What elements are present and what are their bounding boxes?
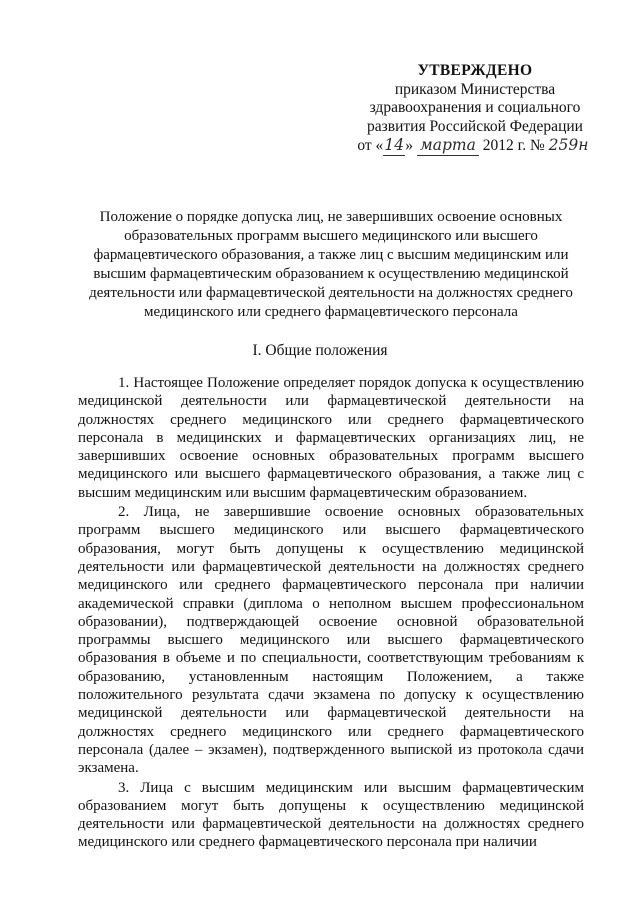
approval-line-3: развития Российской Федерации [367,117,583,135]
approval-block [330,62,620,156]
paragraph-2: 2. Лица, не завершившие освоение основных образовательных программ высшего медицинского или высшего фармацевтического образования, могут быть допущены к осуществлению медицинской деятельности или фармацевтической деятельности на должностях среднего медицинского или среднего фармацевтического персонала при наличии академической справки (диплома о неполном высшем профессиональном образовании), подтверждающей освоение основной образовательной программы высшего медицинского или высшего фармацевтического образования в объеме и по специальности, соответствующим требованиям к образованию, установленным настоящим Положением, а также положительного результата сдачи экзамена по допуску к осуществлению медицинской деятельности или фармацевтической деятельности на должностях среднего медицинского или среднего фармацевтического персонала (далее – экзамен), подтвержденного выпиской из протокола сдачи экзамена. [78,504,584,777]
section-heading: I. Общие положения [252,342,388,359]
approval-line-1: приказом Министерства [394,80,556,98]
date-prefix: от « [357,137,384,154]
approval-line-2: здравоохранения и социального [369,99,581,116]
document-title: Положение о порядке допуска лиц, не завершивших освоение основных образовательных программ высшего медицинского или высшего фармацевтического образования, а также лиц с высшим медицинским или высшим фармацевтическим образованием к осуществлению медицинской деятельности или фармацевтической деятельности на должностях среднего медицинского или среднего фармацевтического персонала [89,209,573,320]
approval-title: УТВЕРЖДЕНО [417,62,533,79]
date-mid: » [405,137,417,154]
handwritten-day: 14 [384,136,405,154]
date-year-text: 2012 г. № [478,137,549,154]
handwritten-month: марта [417,136,479,156]
document-body [78,374,584,853]
handwritten-order-number: 259н [548,136,589,154]
paragraph-1: 1. Настоящее Положение определяет порядок допуска к осуществлению медицинской деятельности или фармацевтической деятельности на должностях среднего медицинского или среднего фармацевтического персонала в медицинских и фармацевтических организациях лиц, не завершивших освоение основных образовательных программ высшего медицинского или высшего фармацевтического образования, а также лиц с высшим медицинским или высшим фармацевтическим образованием. [78,375,584,501]
paragraph-3: 3. Лица с высшим медицинским или высшим фармацевтическим образованием могут быть допущены к осуществлению медицинской деятельности или фармацевтической деятельности на должностях среднего медицинского или среднего фармацевтического персонала при наличии [78,779,584,851]
approval-date-line [330,136,620,156]
